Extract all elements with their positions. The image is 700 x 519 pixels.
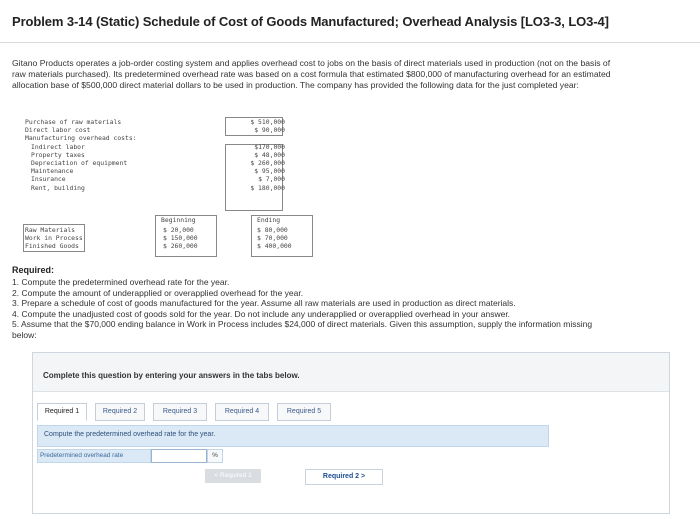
overhead-rate-input[interactable] (151, 449, 207, 463)
inv-row-ending: $ 400,000 (257, 242, 292, 250)
inv-row-beginning: $ 260,000 (163, 242, 198, 250)
cost-row-label: Manufacturing overhead costs: (25, 134, 137, 143)
col-beginning: Beginning (161, 216, 196, 224)
required-item: 3. Prepare a schedule of cost of goods manufactured for the year. Assume all raw materials are used in production as direct materials. (12, 298, 516, 309)
answer-label: Predetermined overhead rate (37, 449, 151, 463)
required-item: 4. Compute the unadjusted cost of goods sold for the year. Do not include any underapplied or overapplied overhead in your answer. (12, 308, 511, 319)
problem-intro: Gitano Products operates a job-order costing system and applies overhead cost to jobs on the basis of direct materials used in production (not on the basis of raw materials purchased). Its predetermined overhead rate was based on a cost formula that estimated $800,000 of manufacturing overhead for an estimated allocation base of $500,000 direct material dollars to be used in production. The company has provided the following data for the just completed year: (12, 58, 611, 91)
cost-row (25, 118, 295, 126)
cost-row-label: Property taxes (31, 150, 85, 159)
required-item: 5. Assume that the $70,000 ending balance in Work in Process includes $24,000 of direct materials. Given this assumption, supply the information missing below: (12, 319, 593, 340)
col-ending: Ending (257, 216, 281, 224)
percent-unit: % (207, 449, 223, 463)
problem-title: Problem 3-14 (Static) Schedule of Cost of Goods Manufactured; Overhead Analysis [LO3-3, LO3-4] (12, 14, 609, 29)
cost-row (25, 143, 295, 151)
divider (0, 42, 700, 43)
required-list (12, 277, 612, 341)
cost-row (25, 151, 295, 159)
inv-row-label: Finished Goods (25, 242, 79, 250)
cost-row-value: $ 7,000 (258, 175, 285, 184)
tab-required-2[interactable]: Required 2 (95, 403, 145, 421)
answer-row (37, 449, 337, 463)
inv-row-ending: $ 70,000 (257, 234, 288, 242)
cost-row (25, 126, 295, 134)
cost-row (25, 175, 295, 183)
tab-required-1[interactable]: Required 1 (37, 403, 87, 421)
inv-row-label: Work in Process (25, 234, 83, 242)
required-item: 1. Compute the predetermined overhead rate for the year. (12, 277, 230, 287)
cost-row-value: $ 260,000 (250, 158, 285, 167)
cost-row-value: $ 510,000 (250, 118, 285, 126)
cost-row-label: Insurance (31, 175, 66, 184)
required-item: 2. Compute the amount of underapplied or overapplied overhead for the year. (12, 287, 304, 298)
cost-row-value: $ 180,000 (250, 183, 285, 192)
cost-row-label: Maintenance (31, 167, 74, 176)
inv-row-beginning: $ 150,000 (163, 234, 198, 242)
cost-row (25, 159, 295, 167)
inv-row-label: Raw Materials (25, 226, 76, 234)
cost-row-value: $ 48,000 (254, 150, 285, 159)
cost-row-label: Rent, building (31, 183, 85, 192)
cost-row (25, 167, 295, 175)
cost-row-value: $ 90,000 (254, 126, 285, 135)
panel-header (33, 353, 669, 392)
inv-row-beginning: $ 20,000 (163, 226, 194, 234)
inv-row-ending: $ 80,000 (257, 226, 288, 234)
cost-row-label: Depreciation of equipment (31, 158, 128, 167)
cost-row-label: Direct labor cost (25, 126, 91, 135)
tab-required-4[interactable]: Required 4 (215, 403, 269, 421)
cost-row-label: Indirect labor (31, 142, 85, 151)
cost-row (25, 134, 295, 142)
required-heading: Required: (12, 265, 55, 275)
prev-button[interactable]: < Required 1 (205, 469, 261, 483)
cost-row-label: Purchase of raw materials (25, 118, 122, 126)
cost-row-value: $ 95,000 (254, 167, 285, 176)
cost-row (25, 184, 295, 192)
instruction-bar (37, 425, 549, 447)
instruction-text: Compute the predetermined overhead rate for the year. (44, 431, 216, 438)
answer-panel (32, 352, 670, 514)
cost-row-value: $170,000 (254, 142, 285, 151)
cost-data-table (25, 118, 295, 192)
panel-heading: Complete this question by entering your answers in the tabs below. (43, 371, 300, 380)
tab-required-5[interactable]: Required 5 (277, 403, 331, 421)
tab-required-3[interactable]: Required 3 (153, 403, 207, 421)
next-button[interactable]: Required 2 > (305, 469, 383, 485)
